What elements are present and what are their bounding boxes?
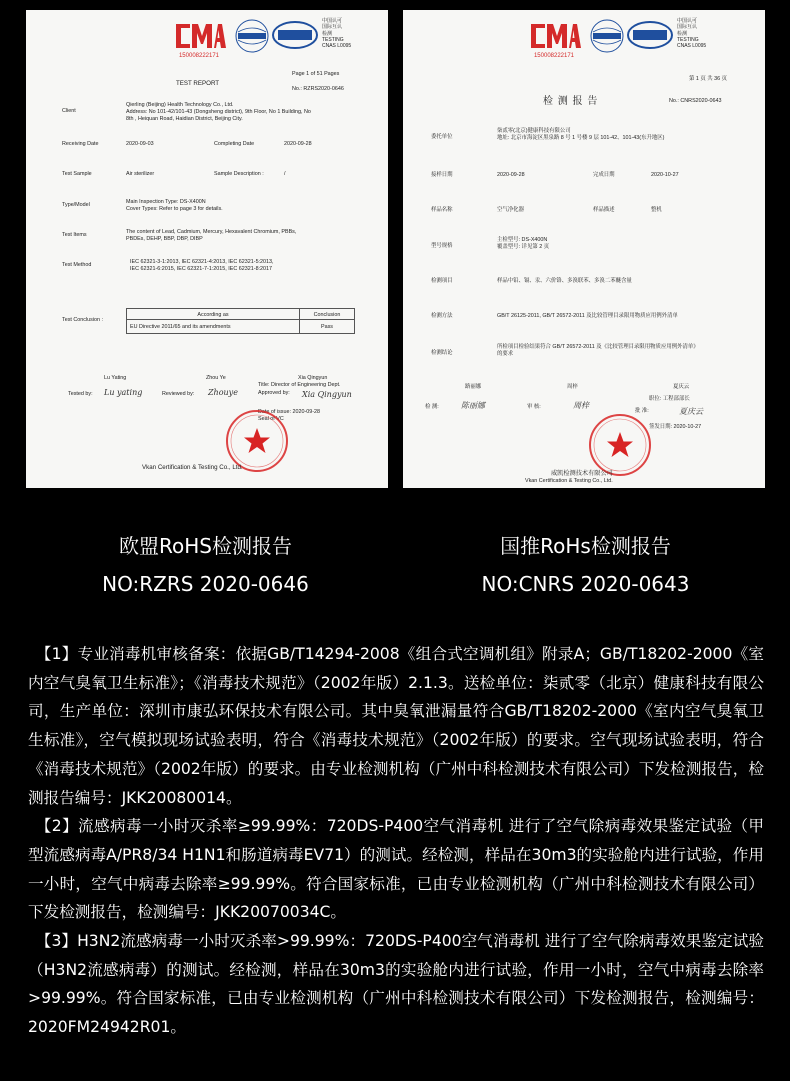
test-method-value: GB/T 26125-2011, GB/T 26572-2011 及比较管理目录限用物质应用例外清单 [497, 313, 678, 319]
ilac-mra-logo-icon [234, 18, 270, 54]
test-sample-value: Air sterilizer [126, 171, 155, 177]
client-value: Qierling (Beijing) Health Technology Co., Ltd. Address: No 101-42/101-43 (Dongsheng district), 9th Floor, No 1 Building, No 8th , Heiquan Road, Haidian District, Beijing City. [126, 102, 311, 122]
finish-date-label: 完成日期 [593, 172, 615, 178]
reviewer-label: 审 核: [527, 404, 541, 410]
ilac-mra-logo-icon [589, 18, 625, 54]
caption-eu-rohs-title: 欧盟RoHS检测报告 [119, 534, 292, 558]
tester-signature: 陈丽娜 [461, 401, 485, 410]
test-method-label: 检测方法 [431, 313, 453, 319]
sample-desc-label: 样品描述 [593, 207, 615, 213]
report-number: No.: RZRS2020-0646 [292, 86, 344, 92]
report-footer: Vkan Certification & Testing Co., Ltd. [142, 464, 243, 471]
tester-name: 路丽娜 [465, 384, 482, 390]
reviewer-signature: 周梓 [573, 401, 589, 410]
test-items-label: 检测项目 [431, 278, 453, 284]
receiving-date-value: 2020-09-03 [126, 141, 154, 147]
page-count: 第 1 页 共 36 页 [689, 76, 728, 82]
tested-signature: Lu yating [104, 388, 143, 397]
cnas-caption: 中国认可 国际互认 检测 TESTING CNAS L0095 [677, 18, 707, 49]
finish-date-value: 2020-10-27 [651, 172, 679, 178]
tested-by-label: Tested by: [68, 391, 93, 397]
cma-logo-icon [172, 20, 226, 60]
test-method-value: IEC 62321-3-1:2013, IEC 62321-4:2013, IEC 62321-5:2013, IEC 62321-6:2015, IEC 62321-7-1:2015, IEC 62321-8:2017 [130, 259, 274, 272]
paragraph-1: 【1】专业消毒机审核备案：依据GB/T14294-2008《组合式空调机组》附录A；GB/T18202-2000《室内空气臭氧卫生标准》；《消毒技术规范》（2002年版）2.1.3。送检单位：柒贰零（北京）健康科技有限公司，生产单位：深圳市康弘环保技术有限公司。其中臭氧泄漏量符合GB/T18202-2000《室内空气臭氧卫生标准》，空气模拟现场试验表明，符合《消毒技术规范》（2002年版）的要求。空气现场试验表明，符合《消毒技术规范》（2002年版）的要求。由专业检测机构（广州中科检测技术有限公司）下发检测报告，检测报告编号：JKK20080014。 [28, 645, 764, 807]
tester-label: 检 测: [425, 404, 439, 410]
approved-name: Xia Qingyun [298, 375, 328, 381]
receiving-date-label: Receiving Date [62, 141, 99, 147]
reviewed-name: Zhou Ye [206, 375, 226, 381]
test-items-value: 样品中铅、镉、汞、六价铬、多溴联苯、多溴二苯醚含量 [497, 278, 632, 284]
cnas-logo-icon [272, 20, 318, 50]
test-sample-label: Test Sample [62, 171, 92, 177]
report-title: 检 测 报 告 [543, 96, 599, 107]
table-header-according: According as [126, 308, 300, 320]
approved-by-label: Approved by: [258, 390, 290, 396]
caption-eu-rohs [8, 532, 403, 599]
approved-signature: Xia Qingyun [302, 390, 352, 399]
tested-name: Lu Yating [104, 375, 127, 381]
seal-caption: Seal of VC [258, 416, 284, 422]
test-items-label: Test Items [62, 232, 87, 238]
sample-description-value: / [284, 171, 286, 177]
certification-description [28, 640, 764, 1042]
approver-signature: 夏庆云 [679, 407, 703, 416]
test-conclusion-value: 所检项目检验结果符合 GB/T 26572-2011 及《比较管理目录限用物质应用例外清单》 的要求 [497, 344, 699, 357]
reviewed-signature: Zhouye [208, 388, 238, 397]
report-title: TEST REPORT [176, 80, 220, 87]
company-name-cn: 威凯检测技术有限公司 [551, 470, 613, 477]
company-name-en: Vkan Certification & Testing Co., Ltd. [525, 478, 613, 484]
approver-title: 职位: 工程部部长 [649, 396, 690, 402]
issue-date: Date of issue: 2020-09-28 [258, 409, 321, 415]
cma-logo-icon [527, 20, 581, 60]
cma-cert-number: 150008222171 [178, 53, 220, 59]
caption-eu-rohs-number: NO:RZRS 2020-0646 [102, 572, 309, 596]
test-conclusion-label: Test Conclusion : [62, 317, 104, 323]
caption-china-rohs [388, 532, 783, 599]
page-count: Page 1 of 51 Pages [292, 71, 340, 77]
table-cell-pass: Pass [299, 319, 355, 334]
sample-name-value: 空气净化器 [497, 207, 524, 213]
test-conclusion-label: 检测结论 [431, 350, 453, 356]
paragraph-3: 【3】H3N2流感病毒一小时灭杀率>99.99%：720DS-P400空气消毒机 进行了空气除病毒效果鉴定试验（H3N2流感病毒）的测试。经检测，样品在30m3的实验舱内进行试验，作用一小时，空气中病毒去除率>99.99%。符合国家标准，已由专业检测机构（广州中科检测技术有限公司）下发检测报告，检测编号：2020FM24942R01。 [28, 932, 764, 1037]
test-method-label: Test Method [62, 262, 92, 268]
receive-date-value: 2020-09-28 [497, 172, 525, 178]
table-header-conclusion: Conclusion [299, 308, 355, 320]
type-model-value: Main Inspection Type: DS-X400N Cover Types: Refer to page 3 for details. [126, 199, 223, 212]
completing-date-value: 2020-09-28 [284, 141, 312, 147]
model-value: 主检型号: DS-X400N 覆盖型号: 详见第 2 页 [497, 237, 550, 250]
sample-desc-value: 整机 [651, 207, 662, 213]
completing-date-label: Completing Date [214, 141, 255, 147]
china-rohs-report-image [403, 10, 765, 488]
client-label: Client [62, 108, 76, 114]
reviewer-name: 周梓 [567, 384, 578, 390]
report-number: No.: CNRS2020-0643 [669, 98, 722, 104]
client-value: 柒贰零(北京)健康科技有限公司 地址: 北京市海淀区黑泉路 8 号 1 号楼 9 层 101-42、101-43(东升地区) [497, 128, 665, 141]
caption-china-rohs-title: 国推RoHs检测报告 [500, 534, 671, 558]
approver-label: 批 准: [635, 408, 649, 414]
table-cell-directive: EU Directive 2011/65 and its amendments [126, 319, 300, 334]
cnas-logo-icon [627, 20, 673, 50]
sample-description-label: Sample Description : [214, 171, 264, 177]
approved-title: Title: Director of Engineering Dept. [258, 382, 341, 388]
client-label: 委托单位 [431, 134, 453, 140]
test-items-value: The content of Lead, Cadmium, Mercury, Hexavalent Chromium, PBBs, PBDEs, DEHP, BBP, DBP, DIBP [126, 229, 297, 242]
caption-china-rohs-number: NO:CNRS 2020-0643 [481, 572, 690, 596]
receive-date-label: 接样日期 [431, 172, 453, 178]
cert-logos [527, 18, 727, 62]
cma-cert-number: 150008222171 [533, 53, 575, 59]
type-model-label: Type/Model [62, 202, 90, 208]
cnas-caption: 中国认可 国际互认 检测 TESTING CNAS L0095 [322, 18, 352, 49]
cert-logos [172, 18, 372, 62]
eu-rohs-report-image [26, 10, 388, 488]
paragraph-2: 【2】流感病毒一小时灭杀率≥99.99%：720DS-P400空气消毒机 进行了空气除病毒效果鉴定试验（甲型流感病毒A/PR8/34 H1N1和肠道病毒EV71）的测试。经检测，样品在30m3的实验舱内进行试验，作用一小时，空气中病毒去除率≥99.99%。符合国家标准，已由专业检测机构（广州中科检测技术有限公司）下发检测报告，检测编号：JKK20070034C。 [28, 817, 764, 922]
approver-name: 夏庆云 [673, 384, 690, 390]
reviewed-by-label: Reviewed by: [162, 391, 195, 397]
model-label: 型号规格 [431, 243, 453, 249]
sample-name-label: 样品名称 [431, 207, 453, 213]
sign-date: 签发日期: 2020-10-27 [649, 424, 702, 430]
